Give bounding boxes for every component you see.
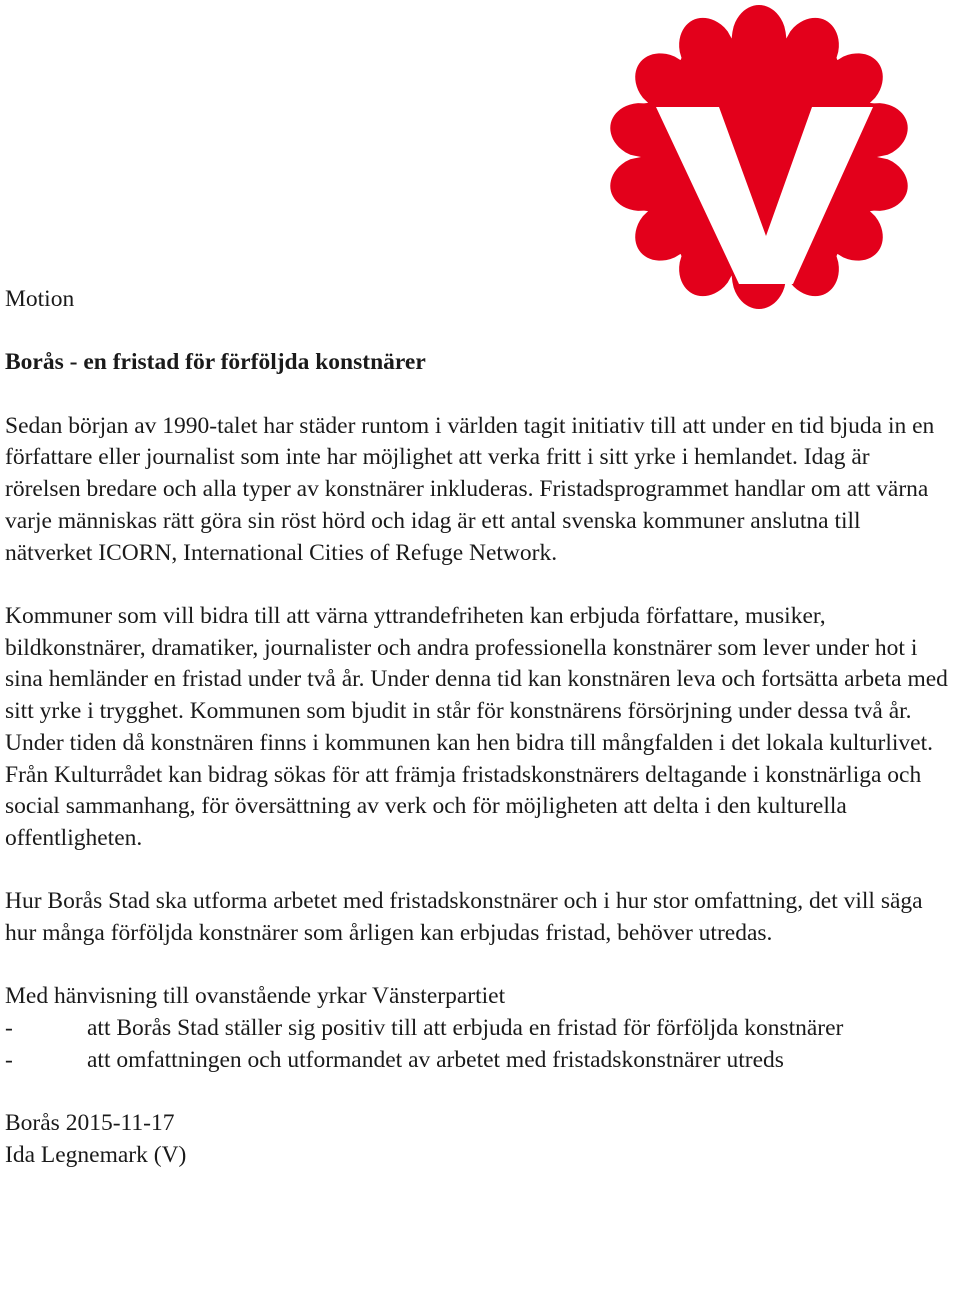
carnation-v-icon (606, 4, 912, 310)
place-date: Borås 2015-11-17 (5, 1110, 175, 1137)
motion-document (5, 284, 950, 1172)
document-label: Motion (5, 286, 75, 312)
demand-text: att Borås Stad ställer sig positiv till att erbjuda en fristad för förföljda konstnärer (87, 1015, 844, 1042)
paragraph-2: Kommuner som vill bidra till att värna yttrandefriheten kan erbjuda författare, musiker, bildkonstnärer, dramatiker, journalister och andra professionella konstnärer som lever under hot i sina hemländer en fristad under två år. Under denna tid kan konstnären leva och fortsätta arbeta med sitt yrke i trygghet. Kommunen som bjudit in står för konstnärens försörjning under dessa två år. Under tiden då konstnären finns i kommunen kan hen bidra till mångfalden i det lokala kulturlivet. Från Kulturrådet kan bidrag sökas för att främja fristadskonstnärers deltagande i konstnärliga och social sammanhang, för översättning av verk och för möjligheten att delta i den kulturella offentligheten. (5, 602, 948, 851)
demand-item (5, 1013, 950, 1045)
demand-text: att omfattningen och utformandet av arbetet med fristadskonstnärer utreds (87, 1046, 784, 1073)
paragraph-3: Hur Borås Stad ska utforma arbetet med fristadskonstnärer och i hur stor omfattning, det vill säga hur många förföljda konstnärer som årligen kan erbjudas fristad, behöver utredas. (5, 888, 923, 946)
document-title: Borås - en fristad för förföljda konstnärer (5, 349, 426, 376)
paragraph-1: Sedan början av 1990-talet har städer runtom i världen tagit initiativ till att under en tid bjuda in en författare eller journalist som inte har möjlighet att verka fritt i sitt yrke i hemlandet. Idag är rörelsen bredare och alla typer av konstnärer inkluderas. Fristadsprogrammet handlar om att värna varje människas rätt göra sin röst hörd och idag är ett antal svenska kommuner anslutna till nätverket ICORN, International Cities of Refuge Network. (5, 412, 935, 566)
demand-intro: Med hänvisning till ovanstående yrkar Vänsterpartiet (5, 983, 506, 1010)
vansterpartiet-logo (606, 4, 912, 310)
demand-list (5, 1013, 950, 1076)
dash-bullet: - (5, 1046, 13, 1073)
signature: Ida Legnemark (V) (5, 1141, 187, 1168)
dash-bullet: - (5, 1015, 13, 1042)
demand-item (5, 1045, 950, 1077)
